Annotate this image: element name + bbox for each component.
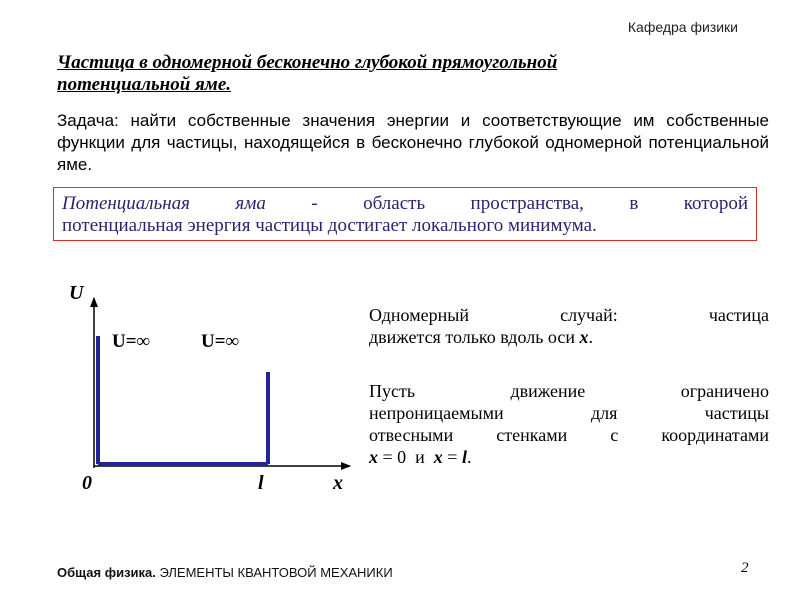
p2-line-3: отвесными стенками с координатами [369,425,769,445]
p2-variable-l: l [461,447,467,467]
x-axis-label: x [333,472,343,494]
p2-line-4 [369,447,471,467]
y-axis-label: U [69,282,84,304]
title-line-2: потенциальной яме. [57,74,231,95]
paragraph-one-dimensional [369,304,769,348]
p2-line-1: Пусть движение ограничено [369,381,769,401]
definition-line-2: потенциальная энергия частицы достигает локального минимума. [62,215,597,236]
page-number: 2 [741,560,749,576]
p2-variable-x2: x [433,447,443,467]
p1-end: . [588,327,593,347]
title-line-1: Частица в одномерной бесконечно глубокой прямоугольной [57,52,558,73]
p1-variable-x: x [579,327,589,347]
p1-line-2 [369,327,593,347]
footer-course: Общая физика. [57,565,156,580]
task-statement: Задача: найти собственные значения энергии и соответствующие им собственные функции для частицы, находящейся в бесконечно глубокой одномерной потенциальной яме. [57,111,769,174]
p2-end: . [466,447,472,467]
p2-variable-x1: x [369,447,378,467]
p2-eq2: = [442,447,462,467]
p2-line-2: непроницаемыми для частицы [369,403,769,423]
right-wall-label: U=∞ [201,331,240,352]
p2-eq1: = 0 и [378,447,434,467]
definition-line1-rest: - область пространства, в которой [265,193,748,214]
definition-term: Потенциальная яма [62,193,266,214]
footer [57,565,393,580]
department-header: Кафедра физики [627,19,738,35]
p1-line-1: Одномерный случай: частица [369,305,769,325]
left-wall-label: U=∞ [112,331,151,352]
footer-section: ЭЛЕМЕНТЫ КВАНТОВОЙ МЕХАНИКИ [155,565,393,580]
origin-label: 0 [82,472,92,494]
p1-line-2-text: движется только вдоль оси [369,327,580,347]
paragraph-walls [369,380,769,468]
well-width-label: l [258,472,264,494]
